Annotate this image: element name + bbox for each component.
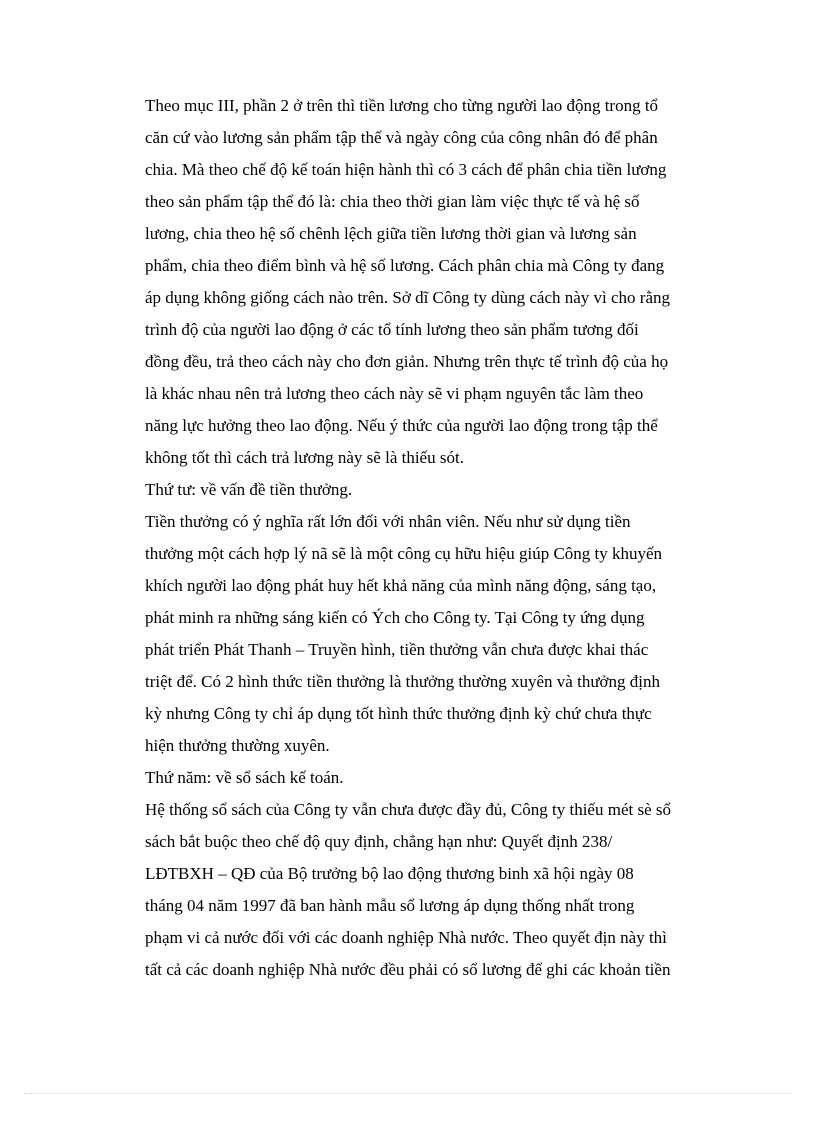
- text-line: căn cứ vào lương sản phẩm tập thể và ngày công của công nhân đó để phân: [145, 128, 658, 147]
- text-line: phẩm, chia theo điểm bình và hệ số lương. Cách phân chia mà Công ty đang: [145, 256, 665, 275]
- text-line: chia. Mà theo chế độ kế toán hiện hành thì có 3 cách để phân chia tiền lương: [145, 160, 667, 179]
- text-line: LĐTBXH – QĐ của Bộ trưởng bộ lao động thương binh xã hội ngày 08: [145, 864, 634, 883]
- text-line: Tiền thưởng có ý nghĩa rất lớn đối với nhân viên. Nếu như sử dụng tiền: [145, 512, 631, 531]
- text-line: đồng đều, trả theo cách này cho đơn giản. Nhưng trên thực tế trình độ của họ: [145, 352, 669, 371]
- text-line: Hệ thống sổ sách của Công ty vẫn chưa được đầy đủ, Công ty thiếu mét sè sổ: [145, 800, 671, 819]
- body-text: [145, 90, 755, 986]
- section-heading-line: Thứ năm: về sổ sách kế toán.: [145, 768, 344, 787]
- text-line: trình độ của người lao động ở các tổ tính lương theo sản phẩm tương đối: [145, 320, 639, 339]
- text-line: lương, chia theo hệ số chênh lệch giữa tiền lương thời gian và lương sản: [145, 224, 637, 243]
- text-line: phát minh ra những sáng kiến có Ých cho Công ty. Tại Công ty ứng dụng: [145, 608, 645, 627]
- text-line: áp dụng không giống cách nào trên. Sở dĩ Công ty dùng cách này vì cho rằng: [145, 288, 671, 307]
- text-line: tất cả các doanh nghiệp Nhà nước đều phải có sổ lương để ghi các khoản tiền: [145, 960, 671, 979]
- text-line: sách bắt buộc theo chế độ quy định, chẳng hạn như: Quyết định 238/: [145, 832, 613, 851]
- text-line: phát triển Phát Thanh – Truyền hình, tiền thưởng vẫn chưa được khai thác: [145, 640, 649, 659]
- section-heading-line: Thứ tư: về vấn đề tiền thưởng.: [145, 480, 353, 499]
- text-line: Theo mục III, phần 2 ở trên thì tiền lương cho từng người lao động trong tổ: [145, 96, 659, 115]
- text-line: thưởng một cách hợp lý nã sẽ là một công cụ hữu hiệu giúp Công ty khuyến: [145, 544, 663, 563]
- text-line: hiện thưởng thường xuyên.: [145, 736, 330, 755]
- text-line: khích người lao động phát huy hết khả năng của mình năng động, sáng tạo,: [145, 576, 657, 595]
- page-bottom-divider: [24, 1093, 792, 1094]
- text-line: theo sản phẩm tập thể đó là: chia theo thời gian làm việc thực tế và hệ số: [145, 192, 640, 211]
- text-line: tháng 04 năm 1997 đã ban hành mẫu sổ lương áp dụng thống nhất trong: [145, 896, 635, 915]
- text-line: không tốt thì cách trả lương này sẽ là thiếu sót.: [145, 448, 464, 467]
- text-line: phạm vi cả nước đối với các doanh nghiệp Nhà nước. Theo quyết địn này thì: [145, 928, 667, 947]
- text-line: triệt để. Có 2 hình thức tiền thưởng là thưởng thường xuyên và thưởng định: [145, 672, 660, 691]
- text-line: kỳ nhưng Công ty chỉ áp dụng tốt hình thức thưởng định kỳ chứ chưa thực: [145, 704, 652, 723]
- text-line: năng lực hưởng theo lao động. Nếu ý thức của người lao động trong tập thể: [145, 416, 658, 435]
- text-line: là khác nhau nên trả lương theo cách này sẽ vi phạm nguyên tắc làm theo: [145, 384, 644, 403]
